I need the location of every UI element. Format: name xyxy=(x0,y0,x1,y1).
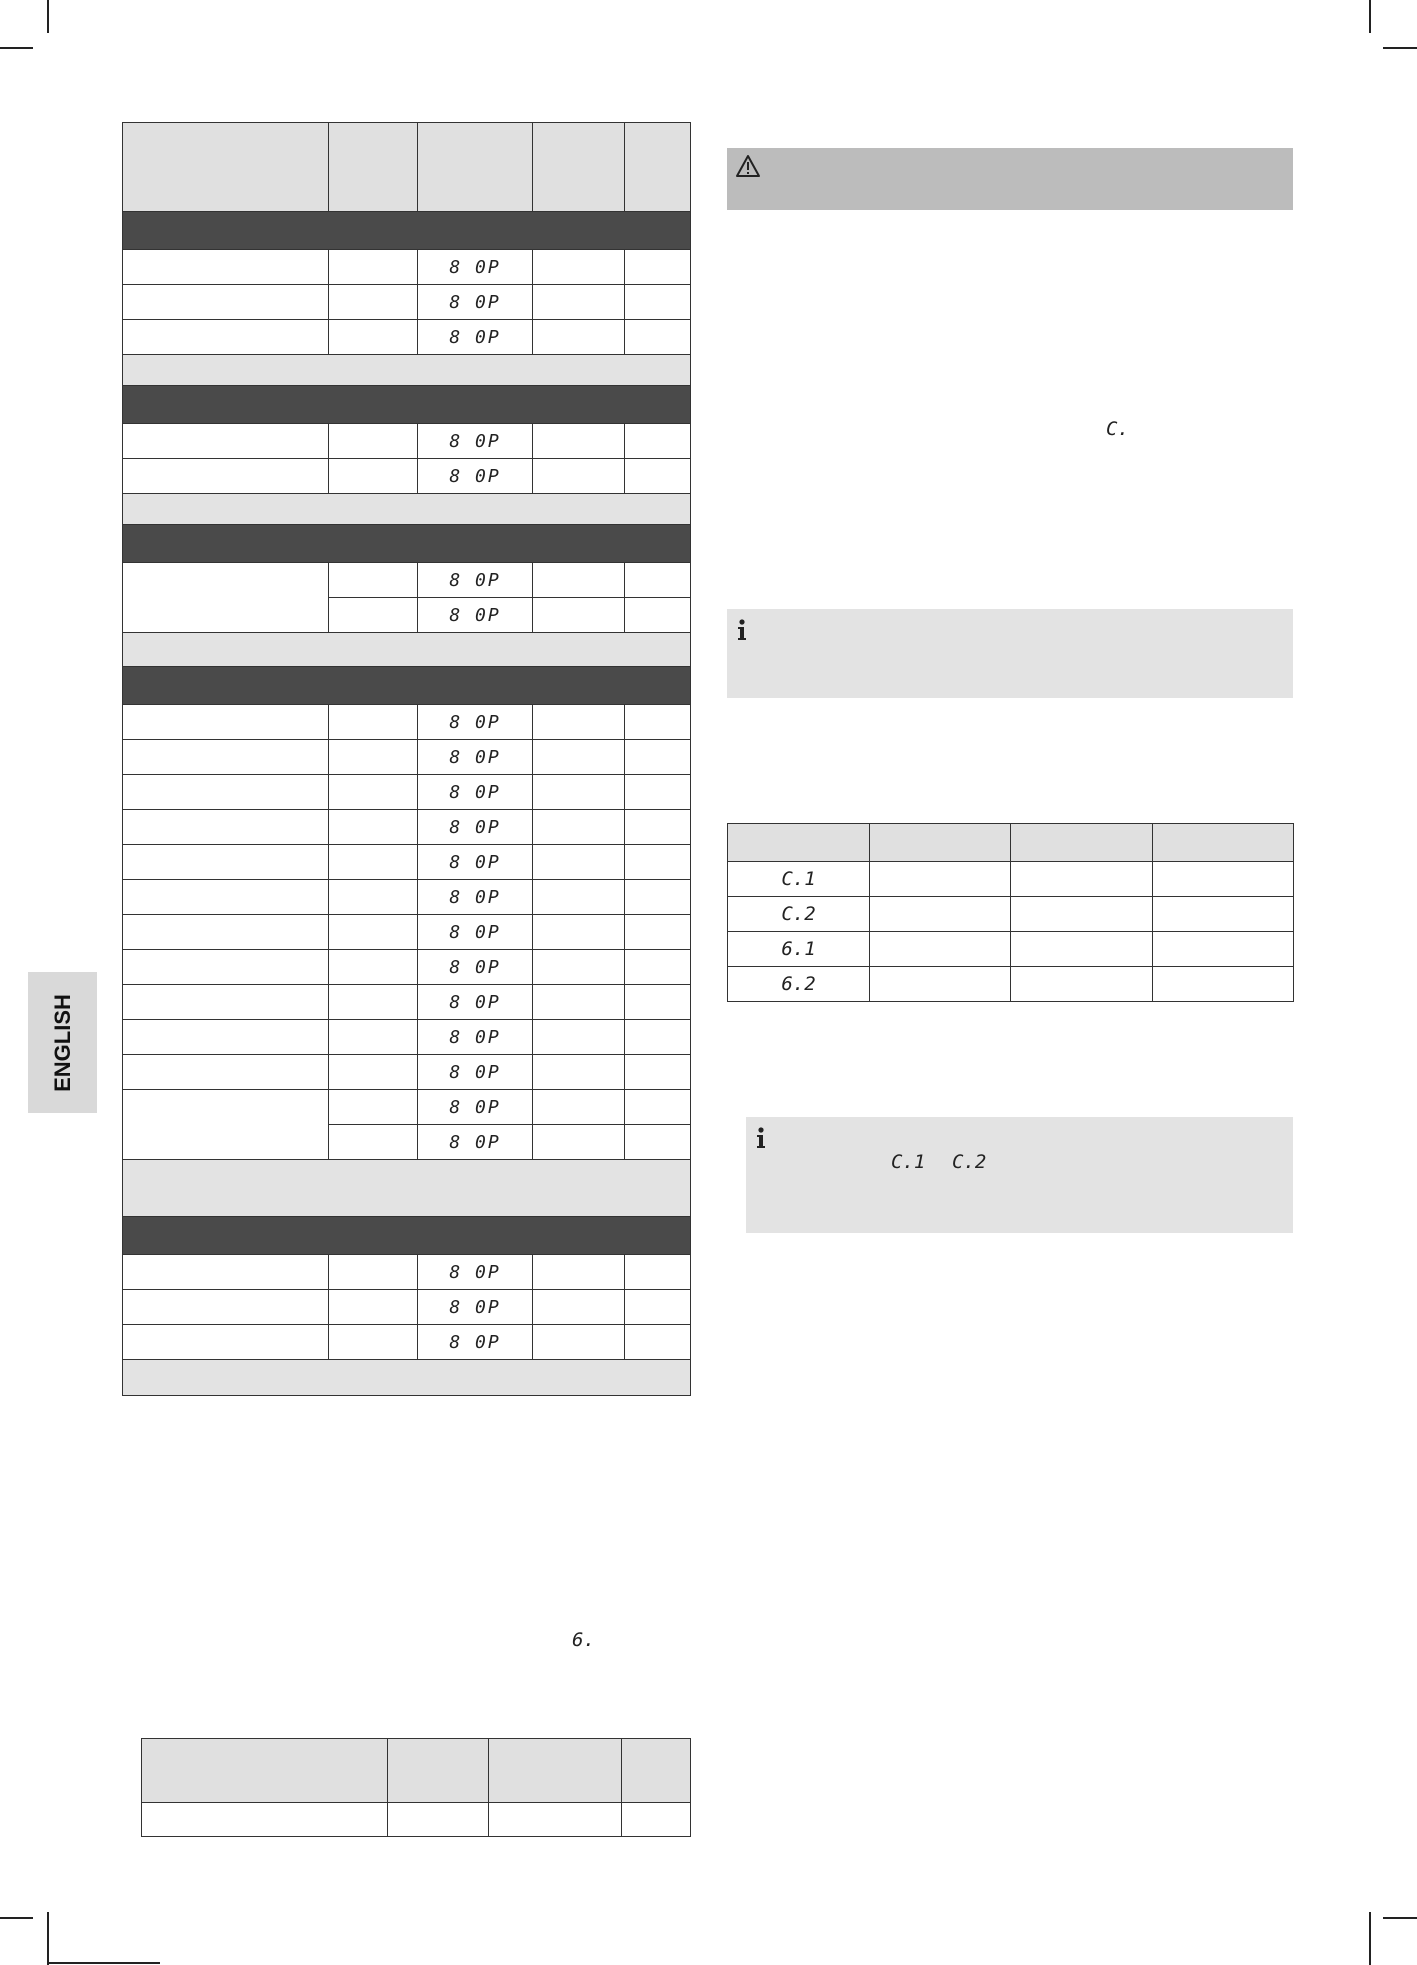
crop-mark xyxy=(47,0,49,33)
note-row xyxy=(123,355,691,386)
note-row xyxy=(123,633,691,667)
info-box xyxy=(727,609,1293,698)
header-cell xyxy=(388,1739,489,1803)
display-code: 8 0P xyxy=(449,991,501,1013)
table-row xyxy=(123,1255,691,1290)
display-code: 8 0P xyxy=(449,1096,501,1118)
table-row xyxy=(728,967,1294,1002)
display-code: 8 0P xyxy=(449,921,501,943)
header-cell xyxy=(625,123,691,212)
table-row xyxy=(123,563,691,598)
display-code: 8 0P xyxy=(449,465,501,487)
display-code: 8 0P xyxy=(449,816,501,838)
display-code: 8 0P xyxy=(449,1026,501,1048)
display-code: 8 0P xyxy=(449,291,501,313)
table-row xyxy=(123,285,691,320)
note-row xyxy=(123,1160,691,1217)
table-row xyxy=(142,1803,691,1837)
table-row xyxy=(123,1090,691,1125)
display-code: 8 0P xyxy=(449,1131,501,1153)
table-row xyxy=(123,880,691,915)
warning-box xyxy=(727,148,1293,210)
table-row xyxy=(728,932,1294,967)
code-label: 6.1 xyxy=(781,938,816,960)
table-row xyxy=(728,862,1294,897)
header-cell xyxy=(533,123,625,212)
table-row xyxy=(123,845,691,880)
display-code: 8 0P xyxy=(449,886,501,908)
table-row xyxy=(123,985,691,1020)
section-header-row xyxy=(123,1217,691,1255)
note-row xyxy=(123,1360,691,1396)
symbol-c2: C.2 xyxy=(952,1151,987,1173)
table-row xyxy=(123,1325,691,1360)
header-cell xyxy=(418,123,533,212)
table-row xyxy=(123,740,691,775)
display-code: 8 0P xyxy=(449,711,501,733)
display-code: 8 0P xyxy=(449,1261,501,1283)
display-code: 8 0P xyxy=(449,781,501,803)
header-cell xyxy=(1153,824,1294,862)
crop-mark xyxy=(1383,1917,1417,1919)
small-table xyxy=(141,1738,691,1837)
display-code: 8 0P xyxy=(449,569,501,591)
header-cell xyxy=(489,1739,622,1803)
header-cell xyxy=(870,824,1011,862)
table-row xyxy=(123,320,691,355)
code-label: C.2 xyxy=(781,903,816,925)
table-row xyxy=(728,897,1294,932)
table-row xyxy=(123,950,691,985)
table-row xyxy=(123,424,691,459)
symbol-b-dot: 6. xyxy=(572,1629,595,1651)
section-header-row xyxy=(123,212,691,250)
header-cell xyxy=(123,123,329,212)
program-table xyxy=(122,122,691,1396)
code-label: 6.2 xyxy=(781,973,816,995)
crop-mark xyxy=(1369,0,1371,33)
language-tab xyxy=(28,972,97,1113)
note-row xyxy=(123,494,691,525)
header-cell xyxy=(1011,824,1153,862)
language-tab-label: ENGLISH xyxy=(49,993,75,1092)
table-row xyxy=(123,915,691,950)
table-row xyxy=(123,250,691,285)
crop-mark xyxy=(1369,1912,1371,1965)
table-row xyxy=(123,1055,691,1090)
display-code: 8 0P xyxy=(449,746,501,768)
table-row xyxy=(123,459,691,494)
table-row xyxy=(123,1020,691,1055)
display-code: 8 0P xyxy=(449,956,501,978)
codes-table xyxy=(727,823,1294,1002)
section-header-row xyxy=(123,667,691,705)
warning-triangle-icon xyxy=(735,154,761,178)
section-header-row xyxy=(123,525,691,563)
symbol-c1: C.1 xyxy=(891,1151,926,1173)
crop-mark xyxy=(47,1912,49,1965)
display-code: 8 0P xyxy=(449,851,501,873)
info-icon xyxy=(754,1127,768,1149)
table-row xyxy=(123,775,691,810)
header-cell xyxy=(622,1739,691,1803)
header-cell xyxy=(142,1739,388,1803)
display-code: 8 0P xyxy=(449,1296,501,1318)
display-code: 8 0P xyxy=(449,1061,501,1083)
table-row xyxy=(123,705,691,740)
display-code: 8 0P xyxy=(449,430,501,452)
crop-line xyxy=(47,1962,160,1964)
crop-mark xyxy=(0,1917,33,1919)
crop-mark xyxy=(0,47,33,49)
display-code: 8 0P xyxy=(449,604,501,626)
section-header-row xyxy=(123,386,691,424)
display-code: 8 0P xyxy=(449,1331,501,1353)
crop-mark xyxy=(1383,47,1417,49)
display-code: 8 0P xyxy=(449,326,501,348)
header-cell xyxy=(329,123,418,212)
symbol-c-dot: C. xyxy=(1106,418,1129,440)
info-box xyxy=(746,1117,1293,1233)
header-cell xyxy=(728,824,870,862)
table-row xyxy=(123,1290,691,1325)
info-icon xyxy=(735,619,749,641)
table-row xyxy=(123,810,691,845)
display-code: 8 0P xyxy=(449,256,501,278)
code-label: C.1 xyxy=(781,868,816,890)
